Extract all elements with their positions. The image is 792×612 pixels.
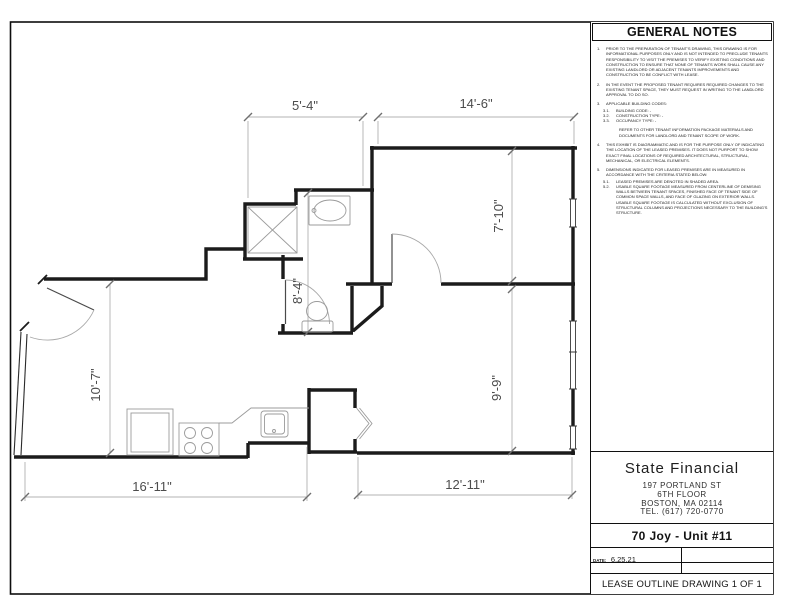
dim-label-bottom-right: 12'-11" bbox=[445, 477, 485, 492]
subnote-text: USABLE SQUARE FOOTAGE MEASURED FROM CENTERLINE OF DEMISING WALLS BETWEEN TENANT SPACES, FINISHED FACE OF TENANT SIDE OF COMMON SPACE WALLS, AND FACE OF GLAZING ON EXTERIOR WALLS. USABLE SQUARE FOOTAGE IS CALCULATED WITHOUT EXCLUSION OF STRUCTURAL COLUMNS AND PROJECTIONS NECESSARY TO THE BUILDING'S STRUCTURE. bbox=[616, 183, 768, 216]
stove-burner bbox=[202, 443, 213, 454]
stove-burner bbox=[185, 428, 196, 439]
date-row bbox=[591, 548, 773, 563]
address-line: BOSTON, MA 02114 bbox=[641, 498, 723, 508]
dim-label-top-right: 14'-6" bbox=[459, 96, 493, 111]
address-line: 6TH FLOOR bbox=[657, 489, 707, 499]
bedroom-door-swing bbox=[392, 234, 441, 283]
date-row-divider bbox=[681, 548, 682, 574]
date-label: DATE: bbox=[593, 558, 607, 563]
address-line: 197 PORTLAND ST bbox=[642, 481, 722, 490]
note-subitems bbox=[597, 108, 769, 124]
dim-label-bath: 8'-4" bbox=[290, 278, 305, 304]
subnote-number: 5.2. bbox=[603, 183, 610, 189]
general-notes-list bbox=[597, 46, 769, 215]
counter-edge bbox=[219, 408, 309, 423]
subnote-text: OCCUPANCY TYPE: - bbox=[616, 118, 657, 124]
note-subitem bbox=[603, 118, 769, 123]
subnote-number: 5.1. bbox=[603, 178, 610, 184]
toilet-tank bbox=[302, 321, 333, 332]
subnote-text: LEASED PREMISES ARE DENOTED IN SHADED AREA. bbox=[616, 178, 720, 184]
entry-door-swing bbox=[30, 310, 94, 340]
dim-label-left: 10'-7" bbox=[88, 368, 103, 402]
bath-fixtures bbox=[302, 196, 350, 332]
dim-label-bottom-left: 16'-11" bbox=[132, 479, 172, 494]
project-title: 70 Joy - Unit #11 bbox=[591, 523, 773, 548]
stove-burner bbox=[185, 443, 196, 454]
sink-drain bbox=[273, 430, 276, 433]
note-number: 2. bbox=[597, 81, 601, 87]
kitchen-sink-basin bbox=[265, 414, 285, 434]
general-notes-header: GENERAL NOTES bbox=[592, 23, 772, 41]
refrigerator-inner bbox=[131, 413, 169, 452]
company-name: State Financial bbox=[624, 460, 740, 477]
sheet-title: LEASE OUTLINE DRAWING 1 OF 1 bbox=[591, 573, 773, 595]
company-block bbox=[591, 451, 773, 524]
note-number: 3. bbox=[597, 101, 601, 107]
dim-label-top-left: 5'-4" bbox=[292, 98, 318, 113]
note-footer: REFER TO OTHER TENANT INFORMATION PACKAGE MATERIALS AND DOCUMENTS FOR LANDLORD AND TENANT SCOPE OF WORK. bbox=[619, 127, 753, 138]
note-item bbox=[597, 46, 769, 78]
toilet-bowl bbox=[307, 302, 328, 321]
note-text: IN THE EVENT THE PROPOSED TENANT REQUIRES REQUIRED CHANGES TO THE EXISTING TENANT SPACE, THEY MUST REQUEST IN WRITING TO THE LANDLORD APPROVAL TO DO SO. bbox=[606, 81, 764, 98]
shaft-x-box bbox=[248, 207, 297, 253]
note-subitems bbox=[597, 179, 769, 216]
stove-burner bbox=[202, 428, 213, 439]
note-item bbox=[597, 82, 769, 98]
date-rows bbox=[591, 547, 773, 574]
dimensions bbox=[21, 96, 578, 501]
subnote-text: CONSTRUCTION TYPE: - bbox=[616, 112, 664, 118]
doors bbox=[30, 234, 441, 439]
date-value: 6.25.21 bbox=[610, 555, 636, 564]
dim-label-living: 9'-9" bbox=[489, 375, 504, 401]
subnote-number: 3.1. bbox=[603, 107, 610, 113]
refrigerator bbox=[127, 409, 173, 455]
closet-bifold-door bbox=[360, 408, 373, 439]
subnote-number: 3.3. bbox=[603, 118, 610, 124]
note-text: PRIOR TO THE PREPARATION OF TENANT'S DRAWING, THIS DRAWING IS FOR INFORMATIONAL PURPOSES ONLY AND IS NOT INTENDED TO PRECLUDE TENANTS RESPONSIBILITY TO VISIT THE PREMISES TO VERIFY EXISTING CONDITIONS AND CONSTRUCTION TO ENSURE THAT NONE OF TENANTS WORK SHALL CAUSE ANY EXISTING LANDLORD OR ADJACENT TENANTS IMPROVEMENTS AND CONSTRUCTION TO BE CONFLICT WITH LEASE. bbox=[606, 46, 768, 78]
note-subitem bbox=[603, 184, 769, 216]
note-number: 4. bbox=[597, 141, 601, 147]
dim-label-bedroom: 7'-10" bbox=[491, 199, 506, 233]
subnote-number: 3.2. bbox=[603, 112, 610, 118]
note-text: THIS EXHIBIT IS DIAGRAMMATIC AND IS FOR THE PURPOSE ONLY OF INDICATING THE LOCATION OF THE LEASED PREMISES. IT DOES NOT PURPORT TO SHOW EXACT FINAL LOCATIONS OF REQUIRED ARCHITECTURAL, STRUCTURAL, MECHANICAL, OR ELECTRICAL ELEMENTS. bbox=[606, 141, 765, 163]
note-number: 5. bbox=[597, 167, 601, 173]
note-item bbox=[597, 142, 769, 163]
kitchen-fixtures bbox=[127, 408, 309, 456]
subnote-text: BUILDING CODE: - bbox=[616, 107, 652, 113]
note-text: APPLICABLE BUILDING CODES: bbox=[606, 101, 667, 107]
title-block-column bbox=[590, 22, 773, 594]
date-cell bbox=[593, 549, 636, 567]
entry-door-leaf bbox=[47, 288, 94, 310]
note-item bbox=[597, 101, 769, 106]
address-line: TEL. (617) 720-0770 bbox=[640, 507, 724, 517]
note-item bbox=[597, 167, 769, 178]
note-number: 1. bbox=[597, 46, 601, 51]
bathtub-basin bbox=[314, 200, 346, 221]
note-text: DIMENSIONS INDICATED FOR LEASED PREMISES ARE IN MEASURED IN ACCORDANCE WITH THE CRITERIA STATED BELOW: bbox=[606, 167, 746, 178]
company-address bbox=[591, 482, 773, 517]
